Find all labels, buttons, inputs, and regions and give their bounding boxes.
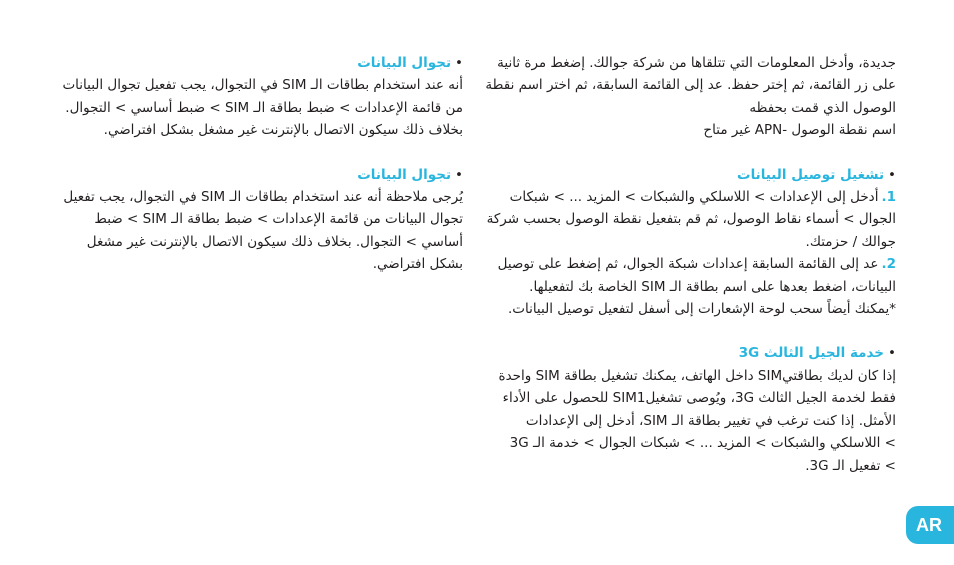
heading-text: تجوال البيانات: [357, 55, 452, 71]
section-heading: [500, 164, 896, 186]
step-line: [497, 253, 896, 275]
text-line: جوالك / حزمتك.: [805, 233, 896, 250]
text-line: اسم نقطة الوصول -APN غير متاح: [703, 122, 896, 139]
text-line: الوصول الذي قمت بحفظه: [749, 99, 896, 116]
bullet-icon: •: [888, 166, 896, 183]
text-line: فقط لخدمة الجيل الثالث 3G، ويُوصى تشغيلSIM1 للحصول على الأداء: [502, 390, 896, 407]
three-g-section: [500, 342, 896, 476]
text-line: البيانات، اضغط بعدها على اسم بطاقة الـ SIM الخاصة بك لتفعيلها.: [529, 278, 896, 295]
text-line: الجوال > أسماء نقاط الوصول، ثم قم بتفعيل نقطة الوصول بحسب شركة: [486, 211, 896, 228]
text-line: *يمكنك أيضاً سحب لوحة الإشعارات إلى أسفل لتفعيل توصيل البيانات.: [507, 301, 896, 318]
text-line: من قائمة الإعدادات > ضبط بطاقة الـ SIM > ضبط أساسي > التجوال.: [65, 99, 463, 116]
text-line: يُرجى ملاحظة أنه عند استخدام بطاقات الـ SIM في التجوال، يجب تفعيل: [63, 189, 463, 206]
bullet-icon: •: [888, 345, 896, 362]
language-badge: AR: [906, 506, 954, 544]
text-line: جديدة، وأدخل المعلومات التي تتلقاها من شركة جوالك. إضغط مرة ثانية: [497, 55, 896, 71]
heading-text: تشغيل توصيل البيانات: [737, 166, 885, 183]
text-line: أنه عند استخدام بطاقات الـ SIM في التجوال، يجب تفعيل تجوال البيانات: [62, 77, 463, 94]
apn-intro: [485, 52, 896, 142]
data-connection-section: [486, 164, 896, 321]
step-text: عد إلى القائمة السابقة إعدادات شبكة الجوال، ثم إضغط على توصيل: [497, 256, 879, 273]
text-line: إذا كان لديك بطاقتيSIM داخل الهاتف، يمكنك تشغيل بطاقة SIM واحدة: [498, 367, 896, 384]
step-line: [500, 186, 896, 208]
left-column: [62, 52, 463, 298]
section-heading: [500, 342, 896, 364]
right-column: [485, 52, 896, 499]
text-line: على زر القائمة، ثم إختر حفظ. عد إلى القائمة السابقة، ثم اختر اسم نقطة: [485, 77, 896, 94]
step-text: أدخل إلى الإعدادات > اللاسلكي والشبكات > المزيد ... > شبكات: [509, 189, 879, 206]
step-number: 2.: [881, 256, 896, 273]
section-heading: [70, 52, 463, 74]
section-heading: [70, 164, 463, 186]
text-line: بخلاف ذلك سيكون الاتصال بالإنترنت غير مشغل بشكل افتراضي.: [103, 122, 463, 139]
text-line: > اللاسلكي والشبكات > المزيد ... > شبكات الجوال > خدمة الـ 3G: [509, 435, 896, 452]
bullet-icon: •: [455, 55, 463, 71]
text-line: الأمثل. إذا كنت ترغب في تغيير بطاقة الـ SIM، أدخل إلى الإعدادات: [525, 412, 896, 429]
step-number: 1.: [881, 189, 896, 206]
roaming-section-1: [62, 52, 463, 142]
heading-text: تجوال البيانات: [357, 166, 452, 183]
bullet-icon: •: [455, 166, 463, 183]
heading-text: خدمة الجيل الثالث 3G: [738, 345, 885, 362]
text-line: أساسي > التجوال. بخلاف ذلك سيكون الاتصال بالإنترنت غير مشغل: [86, 233, 463, 250]
text-line: > تفعيل الـ 3G.: [805, 457, 896, 474]
text-line: تجوال البيانات من قائمة الإعدادات > ضبط بطاقة الـ SIM > ضبط: [94, 211, 463, 228]
roaming-section-2: [63, 164, 463, 276]
text-line: بشكل افتراضي.: [372, 256, 463, 273]
